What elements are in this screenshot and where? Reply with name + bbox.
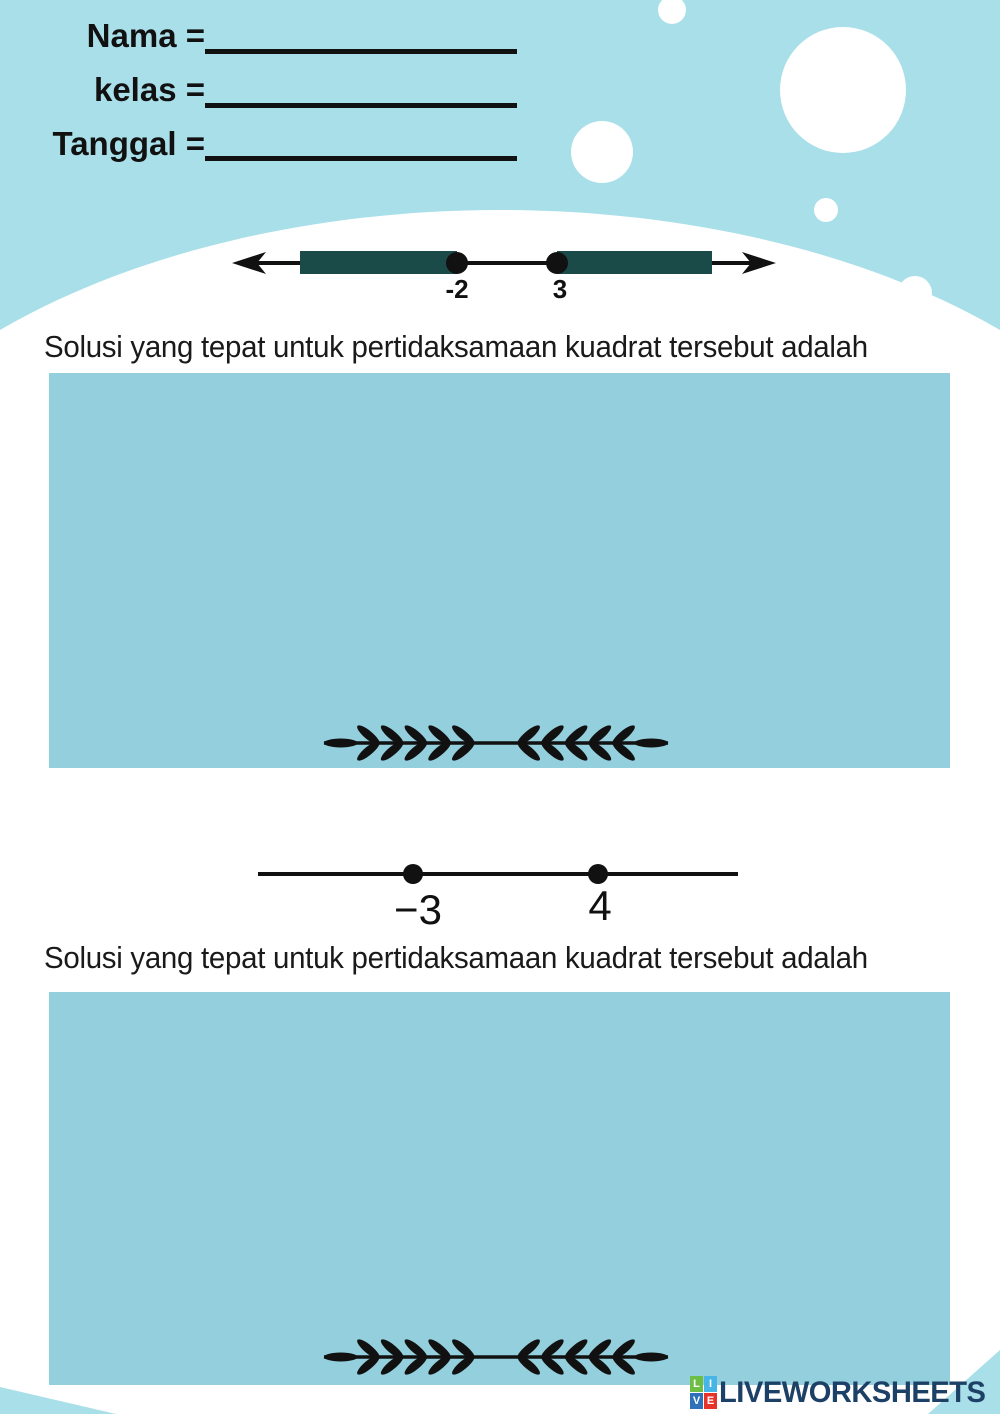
decorative-circle (571, 121, 633, 183)
name-field-blank[interactable] (205, 49, 517, 54)
interval-bar-left (300, 251, 457, 274)
liveworksheets-grid-icon (690, 1376, 717, 1409)
class-field-blank[interactable] (205, 103, 517, 108)
laurel-divider (320, 1329, 672, 1385)
question-prompt-2: Solusi yang tepat untuk pertidaksamaan kuadrat tersebut adalah (44, 940, 868, 975)
laurel-divider (320, 715, 672, 771)
logo-square-e: E (704, 1393, 717, 1409)
point-label-right: 3 (552, 274, 568, 302)
numberline-figure-1 (230, 234, 778, 302)
logo-square-i: I (704, 1376, 717, 1392)
numberline-figure-2 (250, 846, 746, 938)
decorative-circle (780, 27, 906, 153)
point-dot (588, 864, 608, 884)
date-field-label: Tanggal = (52, 125, 205, 162)
answer-area-2[interactable] (49, 992, 950, 1385)
point-label-left: -2 (445, 274, 469, 302)
logo-square-v: V (690, 1393, 703, 1409)
question-prompt-1: Solusi yang tepat untuk pertidaksamaan kuadrat tersebut adalah (44, 329, 868, 364)
answer-area-1[interactable] (49, 373, 950, 768)
interval-bar-right (557, 251, 712, 274)
name-field-label: Nama = (86, 17, 205, 54)
point-dot (446, 252, 468, 274)
date-field-blank[interactable] (205, 156, 517, 161)
logo-square-l: L (690, 1376, 703, 1392)
point-label-right: 4 (588, 882, 612, 929)
class-field-label: kelas = (93, 71, 205, 108)
point-dot (403, 864, 423, 884)
point-label-left: −3 (394, 886, 442, 933)
point-dot (546, 252, 568, 274)
liveworksheets-logo[interactable] (690, 1374, 994, 1409)
decorative-circle (814, 198, 838, 222)
logo-wordmark: LIVEWORKSHEETS (719, 1376, 986, 1409)
decorative-circle (658, 0, 686, 24)
